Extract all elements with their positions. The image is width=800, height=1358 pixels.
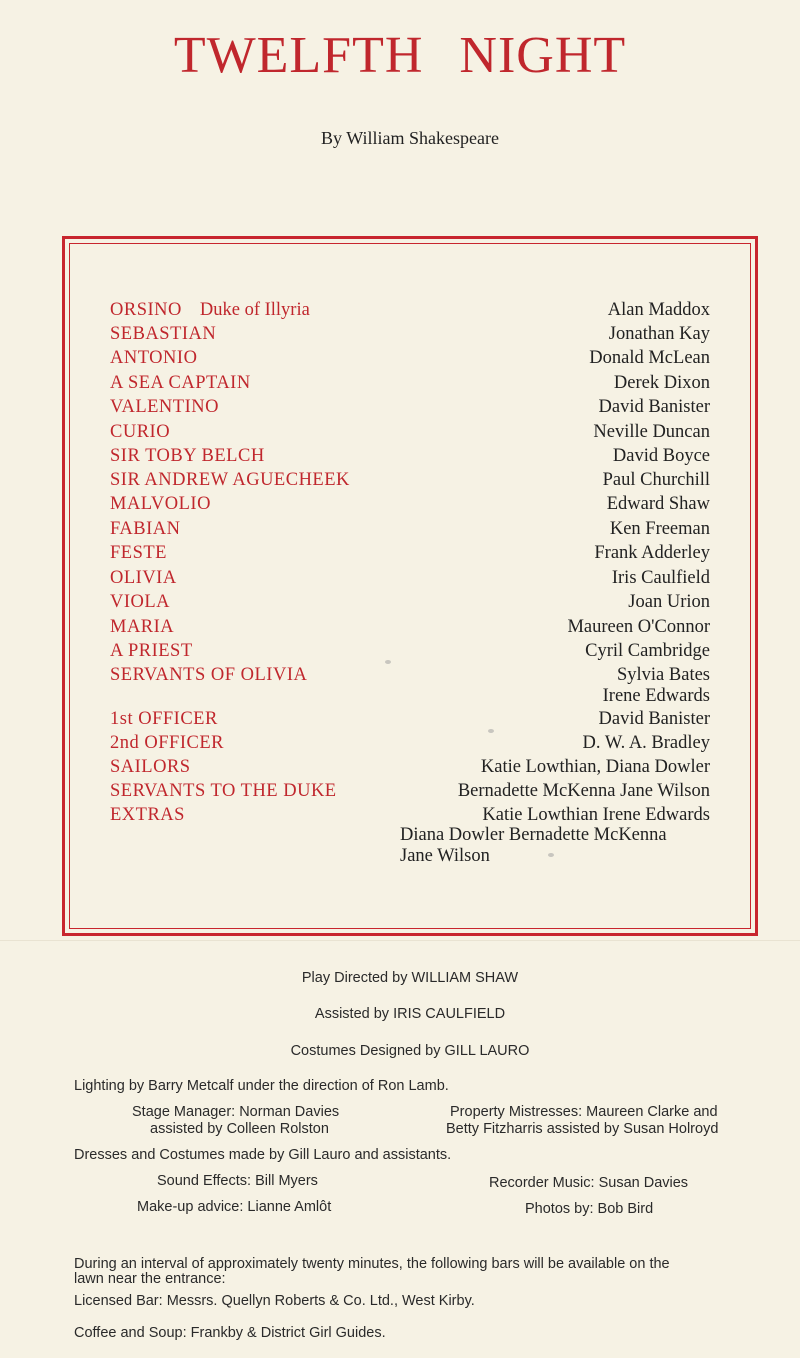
role-name: VIOLA (110, 592, 171, 612)
cast-row (0, 348, 800, 372)
role-name: MALVOLIO (110, 494, 211, 514)
cast-row (0, 733, 800, 757)
actor-name: Joan Urion (628, 592, 710, 612)
cast-row (0, 781, 800, 805)
role-name: SERVANTS OF OLIVIA (110, 665, 308, 685)
actor-name: Diana Dowler Bernadette McKenna (400, 825, 667, 845)
actor-name: Irene Edwards (602, 686, 710, 706)
actor-name: Alan Maddox (607, 300, 710, 320)
role-name: VALENTINO (110, 397, 219, 417)
actor-name: Iris Caulfield (611, 568, 710, 588)
role-name: ORSINO Duke of Illyria (110, 300, 310, 320)
costume-credit: Costumes Designed by GILL LAURO (290, 1043, 530, 1059)
actor-name: D. W. A. Bradley (582, 733, 710, 753)
actor-name: Edward Shaw (606, 494, 710, 514)
cast-row (0, 470, 800, 494)
lighting-credit: Lighting by Barry Metcalf under the direction of Ron Lamb. (74, 1078, 449, 1094)
cast-row (0, 494, 800, 518)
paper-fold (0, 940, 800, 941)
role-name: SERVANTS TO THE DUKE (110, 781, 337, 801)
actor-name: Derek Dixon (613, 373, 710, 393)
photos-credit: Photos by: Bob Bird (525, 1201, 654, 1217)
role-name: EXTRAS (110, 805, 185, 825)
stage-assistant-credit: assisted by Colleen Rolston (150, 1121, 329, 1137)
cast-row (0, 568, 800, 592)
actor-name: David Boyce (612, 446, 710, 466)
dresses-credit: Dresses and Costumes made by Gill Lauro and assistants. (74, 1147, 452, 1163)
coffee-notice: Coffee and Soup: Frankby & District Girl Guides. (74, 1325, 386, 1341)
actor-name: Bernadette McKenna Jane Wilson (457, 781, 710, 801)
cast-row (0, 617, 800, 641)
property-credit-continued: Betty Fitzharris assisted by Susan Holroyd (446, 1121, 719, 1137)
director-credit: Play Directed by WILLIAM SHAW (301, 970, 519, 986)
role-name: A PRIEST (110, 641, 193, 661)
actor-name: Paul Churchill (602, 470, 710, 490)
cast-row (0, 397, 800, 421)
actor-name: Donald McLean (589, 348, 710, 368)
interval-notice: During an interval of approximately twenty minutes, the following bars will be available on the (74, 1256, 670, 1272)
licensed-bar-notice: Licensed Bar: Messrs. Quellyn Roberts & Co. Ltd., West Kirby. (74, 1293, 475, 1309)
cast-row (0, 446, 800, 470)
actor-name: Jane Wilson (400, 846, 490, 866)
cast-row (0, 519, 800, 543)
actor-name: Sylvia Bates (616, 665, 710, 685)
role-name: OLIVIA (110, 568, 177, 588)
cast-row (0, 641, 800, 665)
cast-row (0, 686, 800, 710)
actor-name: Neville Duncan (593, 422, 710, 442)
role-name: MARIA (110, 617, 175, 637)
role-subtitle: Duke of Illyria (199, 300, 310, 320)
role-name: ANTONIO (110, 348, 198, 368)
stage-manager-credit: Stage Manager: Norman Davies (132, 1104, 340, 1120)
actor-name: Cyril Cambridge (585, 641, 710, 661)
role-name: SAILORS (110, 757, 191, 777)
role-name: CURIO (110, 422, 171, 442)
play-title: TWELFTH NIGHT (173, 27, 627, 84)
actor-name: Katie Lowthian, Diana Dowler (480, 757, 710, 777)
role-name: FESTE (110, 543, 167, 563)
actor-name: David Banister (598, 709, 710, 729)
role-name: A SEA CAPTAIN (110, 373, 251, 393)
actor-name: Frank Adderley (594, 543, 710, 563)
role-name: FABIAN (110, 519, 181, 539)
property-credit: Property Mistresses: Maureen Clarke and (450, 1104, 718, 1120)
paper-speck (385, 660, 391, 664)
cast-row (0, 592, 800, 616)
cast-row (0, 757, 800, 781)
sound-credit: Sound Effects: Bill Myers (157, 1173, 318, 1189)
makeup-credit: Make-up advice: Lianne Amlôt (137, 1199, 332, 1215)
interval-notice-continued: lawn near the entrance: (74, 1271, 226, 1287)
role-name: SEBASTIAN (110, 324, 217, 344)
role-name: SIR ANDREW AGUECHEEK (110, 470, 350, 490)
cast-row (0, 300, 800, 324)
cast-row (0, 543, 800, 567)
cast-row (0, 324, 800, 348)
actor-name: Maureen O'Connor (567, 617, 710, 637)
paper-speck (488, 729, 494, 733)
author-byline: By William Shakespeare (321, 128, 499, 148)
recorder-credit: Recorder Music: Susan Davies (489, 1175, 689, 1191)
role-name: 1st OFFICER (110, 709, 218, 729)
cast-row (0, 422, 800, 446)
assistant-credit: Assisted by IRIS CAULFIELD (314, 1006, 506, 1022)
cast-row (0, 373, 800, 397)
actor-name: Jonathan Kay (608, 324, 710, 344)
actor-name: Ken Freeman (609, 519, 710, 539)
actor-name: David Banister (598, 397, 710, 417)
paper-speck (548, 853, 554, 857)
role-name: 2nd OFFICER (110, 733, 224, 753)
cast-row (0, 709, 800, 733)
actor-name: Katie Lowthian Irene Edwards (482, 805, 710, 825)
role-name: SIR TOBY BELCH (110, 446, 265, 466)
